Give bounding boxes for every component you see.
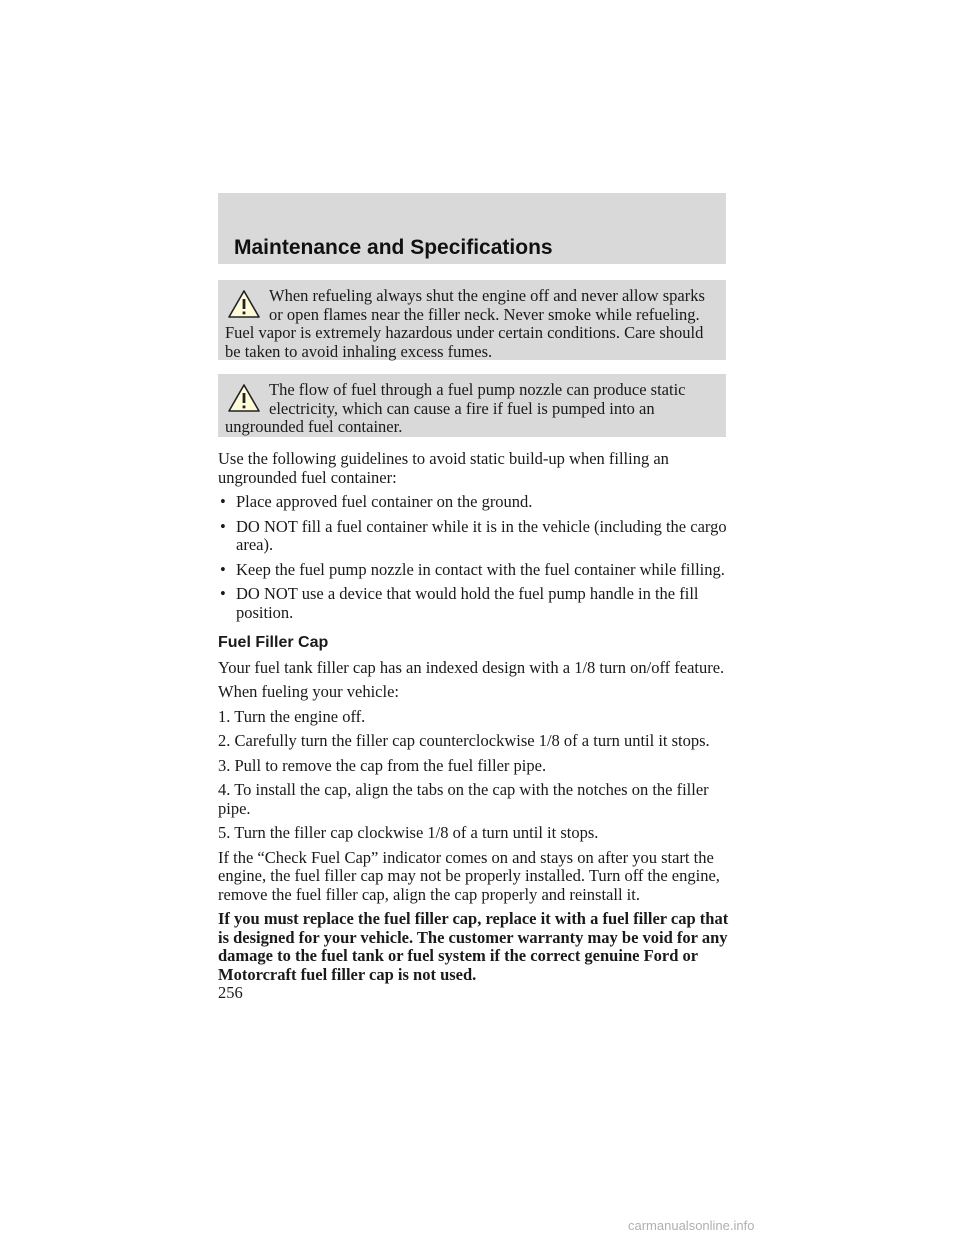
step-item: 5. Turn the filler cap clockwise 1/8 of a turn until it stops.	[218, 823, 599, 842]
list-item: • DO NOT use a device that would hold the fuel pump handle in the fill position.	[220, 584, 699, 622]
bullet-icon: •	[220, 559, 226, 579]
warning-text: The flow of fuel through a fuel pump nozzle can produce static electricity, which can cause a fire if fuel is pumped into an ungrounded fuel container.	[225, 380, 686, 436]
guidelines-list	[218, 493, 730, 622]
list-item: • Keep the fuel pump nozzle in contact with the fuel container while filling.	[220, 559, 725, 579]
section-title: Maintenance and Specifications	[234, 236, 553, 259]
step-item: 3. Pull to remove the cap from the fuel filler pipe.	[218, 755, 547, 775]
warning-box	[218, 280, 726, 360]
step-item: 1. Turn the engine off.	[218, 706, 366, 726]
list-item: • DO NOT fill a fuel container while it is in the vehicle (including the cargo area).	[220, 516, 727, 554]
bullet-icon: •	[220, 584, 226, 603]
section-header	[218, 193, 726, 264]
step-item: 2. Carefully turn the filler cap counterclockwise 1/8 of a turn until it stops.	[218, 731, 710, 750]
intro-paragraph: Use the following guidelines to avoid static build-up when filling an ungrounded fuel container:	[218, 449, 669, 487]
bullet-icon: •	[220, 516, 226, 536]
subsection-heading: Fuel Filler Cap	[218, 634, 329, 651]
paragraph: When fueling your vehicle:	[218, 682, 399, 701]
bullet-icon: •	[220, 492, 226, 511]
paragraph: If the “Check Fuel Cap” indicator comes on and stays on after you start the engine, the fuel filler cap may not be properly installed. Turn off the engine, remove the fuel filler cap, align the cap properly and reinstall it.	[218, 847, 720, 904]
step-item: 4. To install the cap, align the tabs on the cap with the notches on the filler pipe.	[218, 780, 709, 818]
body-content	[218, 450, 730, 990]
paragraph: Your fuel tank filler cap has an indexed design with a 1/8 turn on/off feature.	[218, 657, 725, 677]
list-item: • Place approved fuel container on the ground.	[220, 492, 533, 511]
watermark: carmanualsonline.info	[628, 1218, 755, 1233]
warranty-note: If you must replace the fuel filler cap, replace it with a fuel filler cap that is designed for your vehicle. The customer warranty may be void for any damage to the fuel tank or fuel system if the correct genuine Ford or Motorcraft fuel filler cap is not used.	[218, 909, 729, 984]
warning-box	[218, 374, 726, 437]
page-number: 256	[218, 983, 243, 1002]
warning-text: When refueling always shut the engine off and never allow sparks or open flames near the filler neck. Never smoke while refueling. Fuel vapor is extremely hazardous under certain conditions. Care should be taken to avoid inhaling excess fumes.	[225, 286, 705, 361]
